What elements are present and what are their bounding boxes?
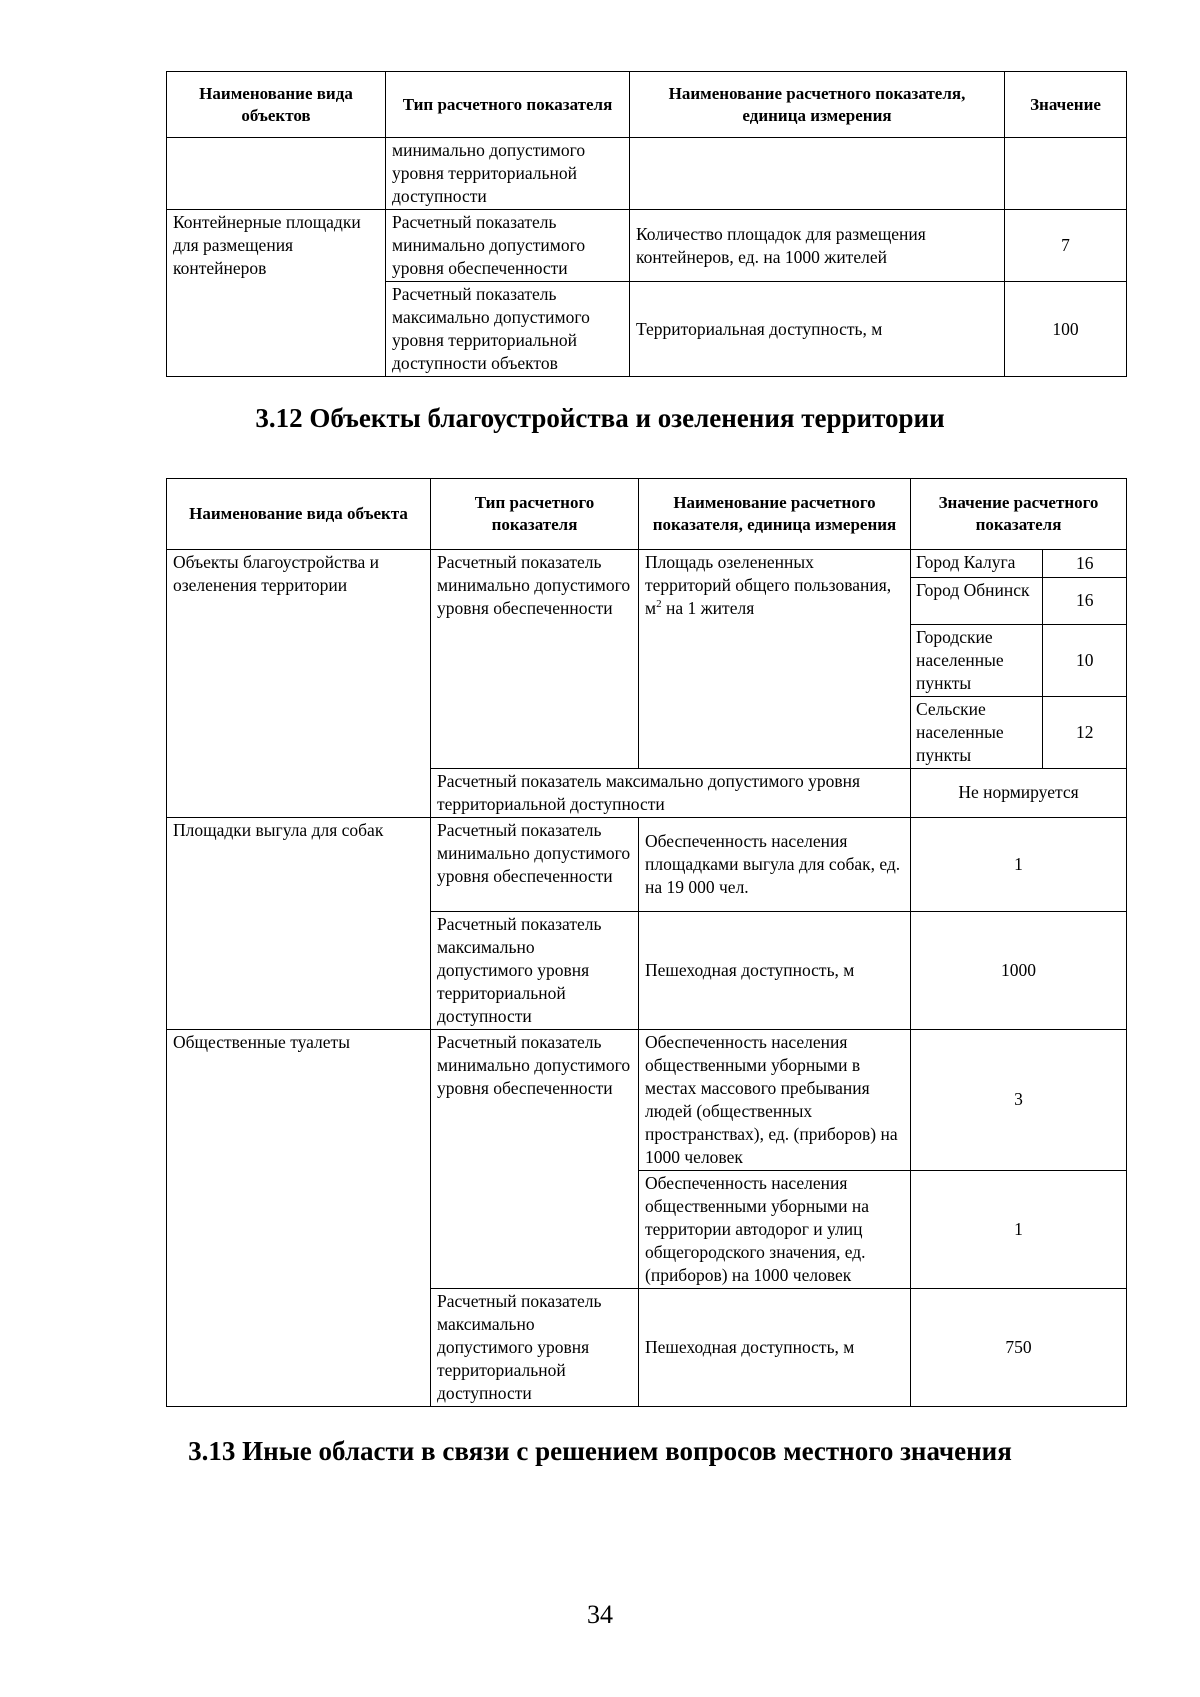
col-header-value: Значение расчетного показателя — [911, 479, 1127, 550]
cell-indicator: Обеспеченность населения общественными уборными на территории автодорог и улиц общегородского значения, ед. (приборов) на 1000 человек — [639, 1170, 911, 1288]
cell-empty — [630, 138, 1005, 210]
cell-empty — [167, 138, 386, 210]
values-subtable — [911, 550, 1127, 768]
cell-type: Расчетный показатель минимально допустимого уровня обеспеченности — [431, 550, 639, 769]
table-greening — [166, 478, 1127, 1407]
cell-empty — [1005, 138, 1127, 210]
cell-indicator: Количество площадок для размещения контейнеров, ед. на 1000 жителей — [630, 210, 1005, 282]
cell-type: Расчетный показатель максимально допустимого уровня территориальной доступности — [431, 1288, 639, 1406]
cell-indicator: Площадь озелененных территорий общего пользования, $м^2$ на 1 жителя — [639, 550, 911, 769]
cell-indicator: Территориальная доступность, м — [630, 282, 1005, 377]
cell-type: Расчетный показатель минимально допустимого уровня обеспеченности — [431, 817, 639, 911]
cell-type: Расчетный показатель максимально допустимого уровня территориальной доступности объектов — [386, 282, 630, 377]
place-name: Город Калуга — [911, 550, 1042, 577]
cell-type: Расчетный показатель минимально допустимого уровня обеспеченности — [431, 1029, 639, 1288]
place-value: 10 — [1042, 624, 1127, 696]
cell-indicator: Пешеходная доступность, м — [639, 1288, 911, 1406]
cell-indicator: Пешеходная доступность, м — [639, 911, 911, 1029]
cell-object-name: Площадки выгула для собак — [167, 817, 431, 1029]
cell-type: Расчетный показатель максимально допустимого уровня территориальной доступности — [431, 911, 639, 1029]
cell-value: Не нормируется — [911, 768, 1127, 817]
col-header-object: Наименование вида объектов — [167, 72, 386, 138]
cell-value: 7 — [1005, 210, 1127, 282]
col-header-object: Наименование вида объекта — [167, 479, 431, 550]
cell-value: 750 — [911, 1288, 1127, 1406]
col-header-type: Тип расчетного показателя — [386, 72, 630, 138]
cell-value: 3 — [911, 1029, 1127, 1170]
page-number: 34 — [587, 1600, 613, 1629]
section-heading-3-12: 3.12 Объекты благоустройства и озеленения территории — [255, 403, 945, 433]
cell-value: 100 — [1005, 282, 1127, 377]
col-header-type: Тип расчетного показателя — [431, 479, 639, 550]
cell-value: 1000 — [911, 911, 1127, 1029]
cell-type: Расчетный показатель максимально допустимого уровня территориальной доступности — [431, 768, 911, 817]
place-value: 12 — [1042, 696, 1127, 768]
cell-object-name: Общественные туалеты — [167, 1029, 431, 1406]
cell-indicator: Обеспеченность населения площадками выгула для собак, ед. на 19 000 чел. — [639, 817, 911, 911]
cell-type: минимально допустимого уровня территориальной доступности — [386, 138, 630, 210]
cell-type: Расчетный показатель минимально допустимого уровня обеспеченности — [386, 210, 630, 282]
place-name: Городские населенные пункты — [911, 624, 1042, 696]
place-value: 16 — [1042, 550, 1127, 577]
place-name: Город Обнинск — [911, 577, 1042, 624]
cell-indicator: Обеспеченность населения общественными уборными в местах массового пребывания людей (общественных пространствах), ед. (приборов) на 1000 человек — [639, 1029, 911, 1170]
section-heading-3-13: 3.13 Иные области в связи с решением вопросов местного значения — [188, 1436, 1012, 1466]
cell-value: 1 — [911, 817, 1127, 911]
cell-values-by-place — [911, 550, 1127, 769]
cell-value: 1 — [911, 1170, 1127, 1288]
cell-object-name: Контейнерные площадки для размещения контейнеров — [167, 210, 386, 377]
col-header-value: Значение — [1005, 72, 1127, 138]
col-header-indicator: Наименование расчетного показателя, единица измерения — [639, 479, 911, 550]
col-header-indicator: Наименование расчетного показателя, единица измерения — [630, 72, 1005, 138]
place-name: Сельские населенные пункты — [911, 696, 1042, 768]
cell-object-name: Объекты благоустройства и озеленения территории — [167, 550, 431, 818]
place-value: 16 — [1042, 577, 1127, 624]
table-containers — [166, 71, 1127, 377]
